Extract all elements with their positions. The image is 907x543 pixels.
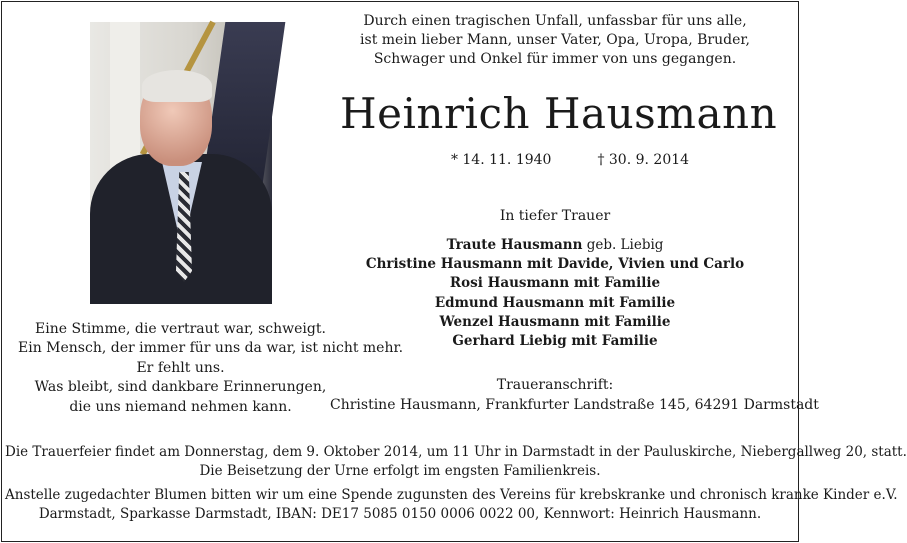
donation-line: Anstelle zugedachter Blumen bitten wir um eine Spende zugunsten des Vereins für krebskranke und chronisch kranke Kinder e.V. (5, 487, 898, 503)
intro-line: ist mein lieber Mann, unser Vater, Opa, Uropa, Bruder, (360, 32, 750, 48)
family-list (355, 236, 755, 351)
poem-line: Was bleibt, sind dankbare Erinnerungen, (34, 379, 327, 396)
family-line: Gerhard Liebig mit Familie (452, 333, 658, 350)
intro-line: Durch einen tragischen Unfall, unfassbar für uns alle, (363, 13, 747, 29)
family-widow-maiden: geb. Liebig (582, 237, 664, 253)
address-label: Traueranschrift: (496, 377, 614, 393)
donation-line: Darmstadt, Sparkasse Darmstadt, IBAN: DE17 5085 0150 0006 0022 00, Kennwort: Heinrich Hausmann. (38, 505, 762, 522)
death-date: † 30. 9. 2014 (597, 152, 690, 168)
poem (18, 320, 404, 417)
deceased-name: Heinrich Hausmann (340, 89, 778, 138)
family-line (355, 236, 755, 255)
intro-line: Schwager und Onkel für immer von uns gegangen. (373, 51, 737, 67)
family-line: Christine Hausmann mit Davide, Vivien und Carlo (365, 256, 745, 273)
poem-line: die uns niemand nehmen kann. (69, 398, 292, 415)
family-widow: Traute Hausmann (446, 237, 583, 253)
funeral-line: Die Beisetzung der Urne erfolgt im engsten Familienkreis. (199, 462, 601, 479)
intro-text (355, 12, 755, 69)
poem-line: Ein Mensch, der immer für uns da war, ist nicht mehr. (18, 340, 404, 357)
mourning-address: Christine Hausmann, Frankfurter Landstraße 145, 64291 Darmstadt (330, 397, 819, 413)
poem-line: Eine Stimme, die vertraut war, schweigt. (35, 321, 326, 337)
family-line: Edmund Hausmann mit Familie (434, 294, 676, 311)
portrait-photo (90, 22, 272, 295)
photo-hair (142, 70, 212, 102)
family-line: Wenzel Hausmann mit Familie (439, 313, 671, 330)
birth-date: * 14. 11. 1940 (450, 152, 552, 168)
donation-info (5, 486, 898, 523)
funeral-info (5, 443, 907, 480)
family-line: Rosi Hausmann mit Familie (449, 275, 661, 292)
funeral-line: Die Trauerfeier findet am Donnerstag, dem 9. Oktober 2014, um 11 Uhr in Darmstadt in der Pauluskirche, Niebergallweg 20, statt. (5, 444, 907, 460)
life-dates (420, 151, 720, 169)
mourning-label: In tiefer Trauer (499, 208, 611, 224)
poem-line: Er fehlt uns. (136, 359, 225, 376)
